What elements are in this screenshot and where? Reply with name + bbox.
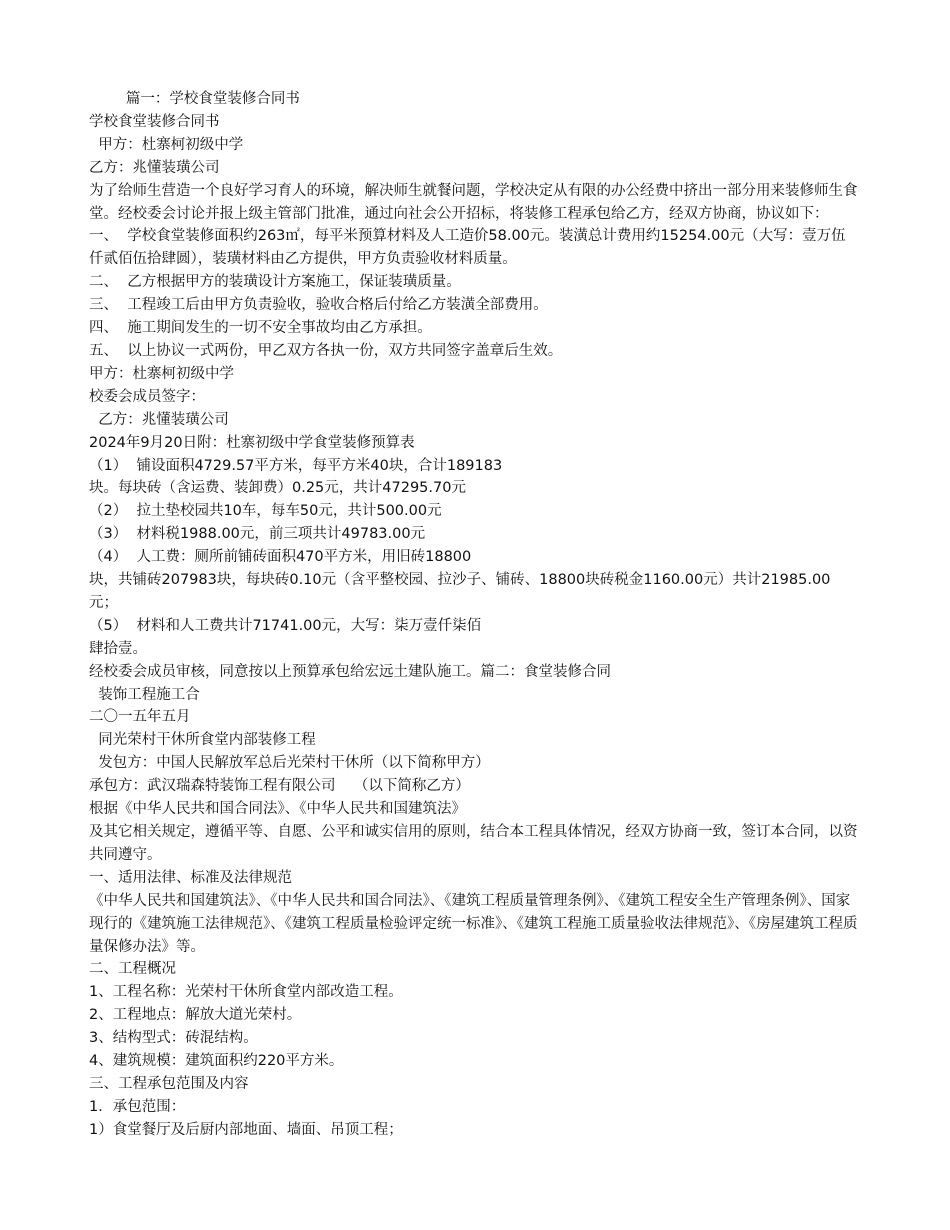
budget-item-3: （3） 材料税1988.00元，前三项共计49783.00元 — [89, 526, 426, 543]
contract-title: 学校食堂装修合同书 — [89, 113, 220, 130]
legal-basis-cont: 及其它相关规定，遵循平等、自愿、公平和诚实信用的原则，结合本工程具体情况，经双方协商一致，签订本合同，以资共同遵守。 — [89, 824, 858, 863]
signature-committee: 校委会成员签字： — [89, 388, 205, 405]
contract-2-project: 同光荣村干休所食堂内部装修工程 — [89, 732, 316, 749]
clause-2: 二、 乙方根据甲方的装璜设计方案施工，保证装璜质量。 — [89, 274, 461, 291]
employer: 发包方：中国人民解放军总后光荣村干休所（以下简称甲方） — [89, 755, 490, 772]
party-a: 甲方：杜寨柯初级中学 — [89, 136, 244, 153]
approval-paragraph: 经校委会成员审核，同意按以上预算承包给宏远土建队施工。篇二：食堂装修合同 — [89, 663, 611, 680]
overview-structure: 3、结构型式：砖混结构。 — [89, 1030, 258, 1047]
section-heading: 篇一：学校食堂装修合同书 — [89, 91, 300, 107]
budget-item-5-cont: 肆拾壹。 — [89, 640, 147, 657]
document-body — [89, 88, 859, 1142]
clause-5: 五、 以上协议一式两份，甲乙双方各执一份，双方共同签字盖章后生效。 — [89, 342, 563, 359]
budget-item-2: （2） 拉土垫校园共10车，每车50元，共计500.00元 — [89, 503, 442, 520]
overview-location: 2、工程地点：解放大道光荣村。 — [89, 1007, 302, 1024]
clause-1: 一、 学校食堂装修面积约263㎡，每平米预算材料及人工造价58.00元。装潢总计费用约15254.00元（大写：壹万伍仟贰佰伍拾肆圆），装璜材料由乙方提供，甲方负责验收材料质量。 — [89, 228, 846, 268]
scope-item: 1．承包范围： — [89, 1098, 186, 1115]
heading-scope: 三、工程承包范围及内容 — [89, 1075, 249, 1092]
clause-4: 四、 施工期间发生的一切不安全事故均由乙方承担。 — [89, 320, 432, 337]
legal-basis: 根据《中华人民共和国合同法》、《中华人民共和国建筑法》 — [89, 801, 466, 818]
contractor: 承包方：武汉瑞森特装饰工程有限公司 （以下简称乙方） — [89, 778, 470, 795]
heading-project-overview: 二、工程概况 — [89, 961, 176, 978]
budget-item-5: （5） 材料和人工费共计71741.00元，大写：柒万壹仟柒佰 — [89, 617, 482, 634]
overview-name: 1、工程名称：光荣村干休所食堂内部改造工程。 — [89, 984, 403, 1001]
scope-subitem: 1）食堂餐厅及后厨内部地面、墙面、吊顶工程； — [89, 1121, 403, 1138]
date-and-appendix-title: 2024年9月20日附：杜寨初级中学食堂装修预算表 — [89, 434, 415, 451]
paragraph-intro: 为了给师生营造一个良好学习育人的环境，解决师生就餐问题，学校决定从有限的办公经费中挤出一部分用来装修师生食堂。经校委会讨论并报上级主管部门批准，通过向社会公开招标，将装修工程承包给乙方，经双方协商，协议如下： — [89, 182, 858, 222]
signature-party-a: 甲方：杜寨柯初级中学 — [89, 365, 234, 382]
contract-2-date: 二〇一五年五月 — [89, 709, 191, 726]
clause-3: 三、 工程竣工后由甲方负责验收，验收合格后付给乙方装潢全部费用。 — [89, 297, 548, 314]
applicable-law-list: 《中华人民共和国建筑法》、《中华人民共和国合同法》、《建筑工程质量管理条例》、《建筑工程安全生产管理条例》、国家现行的《建筑施工法律规范》、《建筑工程质量检验评定统一标准》、《建筑工程施工质量验收法律规范》、《房屋建筑工程质量保修办法》等。 — [89, 892, 858, 955]
contract-2-title-part: 装饰工程施工合 — [89, 686, 200, 703]
budget-item-1: （1） 铺设面积4729.57平方米，每平方米40块，合计189183 — [89, 457, 503, 474]
party-b: 乙方：兆懂装璜公司 — [89, 159, 220, 176]
budget-item-4: （4） 人工费：厕所前铺砖面积470平方米，用旧砖18800 — [89, 549, 472, 566]
budget-item-4-cont: 块，共铺砖207983块，每块砖0.10元（含平整校园、拉沙子、铺砖、18800块砖税金1160.00元）共计21985.00元； — [89, 572, 831, 611]
budget-item-1-cont: 块。每块砖（含运费、装卸费）0.25元，共计47295.70元 — [89, 480, 466, 497]
overview-scale: 4、建筑规模：建筑面积约220平方米。 — [89, 1053, 344, 1070]
heading-applicable-law: 一、适用法律、标准及法律规范 — [89, 869, 292, 886]
signature-party-b: 乙方：兆懂装璜公司 — [89, 411, 229, 428]
